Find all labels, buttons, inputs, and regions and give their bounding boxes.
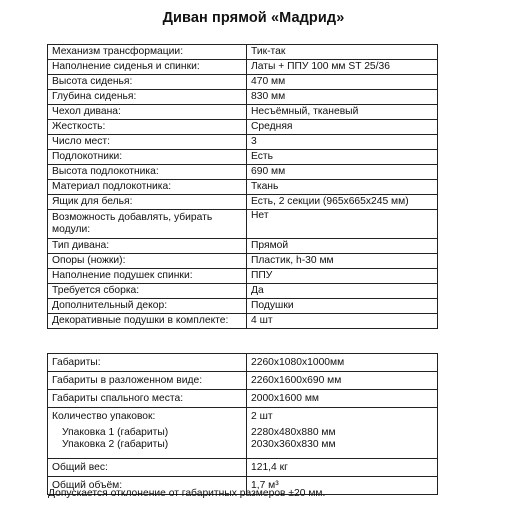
spec-sublabel: Упаковка 1 (габариты) bbox=[62, 427, 169, 438]
spec-label: Дополнительный декор: bbox=[48, 299, 247, 314]
spec-label: Высота сиденья: bbox=[48, 75, 247, 90]
spec-label: Наполнение подушек спинки: bbox=[48, 269, 247, 284]
spec-value: 3 bbox=[247, 135, 438, 150]
spec-label: Подлокотники: bbox=[48, 150, 247, 165]
spec-value: 2030х360х830 мм bbox=[251, 439, 336, 450]
spec-value: 1,7 м³ bbox=[247, 477, 438, 495]
table-row bbox=[48, 354, 438, 372]
spec-value: 2000х1600 мм bbox=[247, 390, 438, 408]
spec-label: Ящик для белья: bbox=[48, 195, 247, 210]
spec-label: Возможность добавлять, убирать модули: bbox=[48, 210, 247, 239]
spec-value: Несъёмный, тканевый bbox=[247, 105, 438, 120]
specifications-table bbox=[47, 44, 438, 329]
spec-value: Есть, 2 секции (965х665х245 мм) bbox=[247, 195, 438, 210]
table-row bbox=[48, 120, 438, 135]
table-row bbox=[48, 408, 438, 459]
spec-sublabel: Упаковка 2 (габариты) bbox=[62, 439, 169, 450]
table-row bbox=[48, 180, 438, 195]
table-row bbox=[48, 299, 438, 314]
table-row bbox=[48, 90, 438, 105]
spec-label: Наполнение сиденья и спинки: bbox=[48, 60, 247, 75]
spec-value: Нет bbox=[247, 210, 438, 239]
spec-value: Да bbox=[247, 284, 438, 299]
spec-label: Декоративные подушки в комплекте: bbox=[48, 314, 247, 329]
table-row bbox=[48, 150, 438, 165]
spec-value: 2260х1080х1000мм bbox=[247, 354, 438, 372]
spec-value: 690 мм bbox=[247, 165, 438, 180]
spec-label: Жесткость: bbox=[48, 120, 247, 135]
spec-label: Габариты спального места: bbox=[48, 390, 247, 408]
spec-value: Прямой bbox=[247, 239, 438, 254]
spec-label: Высота подлокотника: bbox=[48, 165, 247, 180]
table-row bbox=[48, 372, 438, 390]
spec-value: Есть bbox=[247, 150, 438, 165]
spec-value: 470 мм bbox=[247, 75, 438, 90]
spec-label: Требуется сборка: bbox=[48, 284, 247, 299]
spec-label: Глубина сиденья: bbox=[48, 90, 247, 105]
spec-value: Тик-так bbox=[247, 45, 438, 60]
spec-label: Чехол дивана: bbox=[48, 105, 247, 120]
table-row bbox=[48, 45, 438, 60]
spec-label: Габариты в разложенном виде: bbox=[48, 372, 247, 390]
table-row bbox=[48, 105, 438, 120]
table-row bbox=[48, 269, 438, 284]
spec-label: Общий вес: bbox=[48, 459, 247, 477]
table-row bbox=[48, 75, 438, 90]
spec-label: Число мест: bbox=[48, 135, 247, 150]
spec-value: Латы + ППУ 100 мм ST 25/36 bbox=[247, 60, 438, 75]
spec-value: 4 шт bbox=[247, 314, 438, 329]
table-row bbox=[48, 254, 438, 269]
table-row bbox=[48, 195, 438, 210]
document-title: Диван прямой «Мадрид» bbox=[162, 10, 345, 26]
spec-value: 121,4 кг bbox=[247, 459, 438, 477]
table-row bbox=[48, 60, 438, 75]
spec-value: 830 мм bbox=[247, 90, 438, 105]
table-row bbox=[48, 459, 438, 477]
table-row bbox=[48, 135, 438, 150]
spec-label: Тип дивана: bbox=[48, 239, 247, 254]
spec-label: Габариты: bbox=[48, 354, 247, 372]
spec-label-group bbox=[48, 408, 247, 459]
spec-value: 2260х1600х690 мм bbox=[247, 372, 438, 390]
spec-value: Ткань bbox=[247, 180, 438, 195]
spec-label: Материал подлокотника: bbox=[48, 180, 247, 195]
table-row bbox=[48, 284, 438, 299]
spec-value: 2 шт bbox=[251, 411, 273, 422]
spec-label: Механизм трансформации: bbox=[48, 45, 247, 60]
spec-value: ППУ bbox=[247, 269, 438, 284]
spec-value: 2280х480х880 мм bbox=[251, 427, 336, 438]
spec-value-group bbox=[247, 408, 438, 459]
spec-label: Опоры (ножки): bbox=[48, 254, 247, 269]
dimensions-table bbox=[47, 353, 438, 495]
spec-label: Общий объём: bbox=[48, 477, 247, 495]
spec-value: Средняя bbox=[247, 120, 438, 135]
spec-label: Количество упаковок: bbox=[52, 411, 156, 422]
table-row bbox=[48, 314, 438, 329]
table-row bbox=[48, 210, 438, 239]
spec-value: Пластик, h-30 мм bbox=[247, 254, 438, 269]
table-row bbox=[48, 390, 438, 408]
tolerance-note: Допускается отклонение от габаритных размеров ±20 мм. bbox=[48, 488, 326, 499]
spec-value: Подушки bbox=[247, 299, 438, 314]
table-row bbox=[48, 165, 438, 180]
table-row bbox=[48, 239, 438, 254]
